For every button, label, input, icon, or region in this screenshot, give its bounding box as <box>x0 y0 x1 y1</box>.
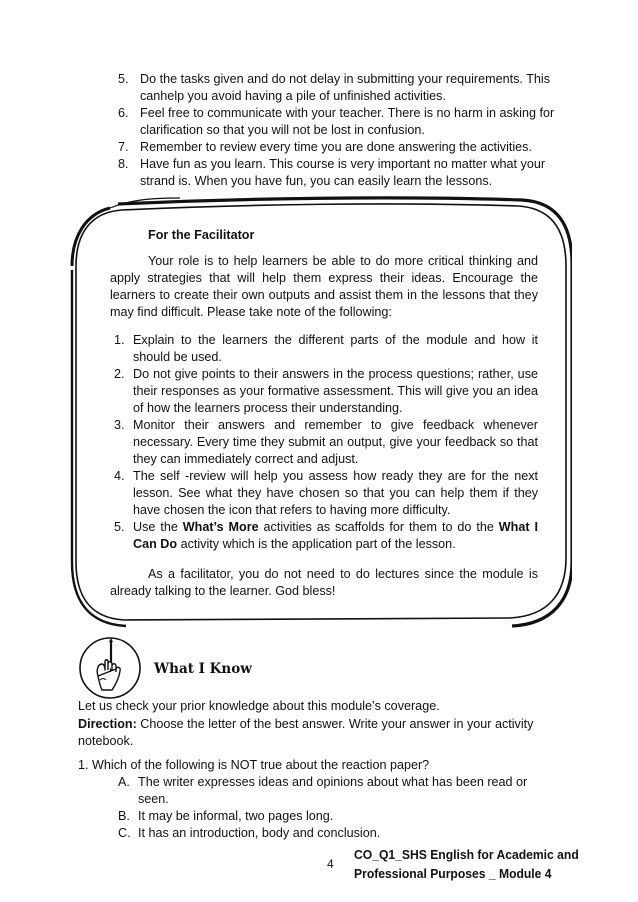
section-title: What I Know <box>154 661 252 677</box>
list-item: B. It may be informal, two pages long. <box>118 809 334 823</box>
facilitator-closing: As a facilitator, you do not need to do lectures since the module is already talking to the learner. God bless! <box>110 567 538 598</box>
facilitator-intro: Your role is to help learners be able to do more critical thinking and apply strategies that will help them express their ideas. Encourage the learners to create their own outputs and assist them in the lessons that they may find difficult. Please take note of the following: <box>110 254 538 319</box>
list-item: 7. Remember to review every time you are done answering the activities. <box>118 140 532 154</box>
list-item: 8. Have fun as you learn. This course is very important no matter what your strand is. When you have fun, you can easily learn the lessons. <box>118 157 546 188</box>
question-1: 1. Which of the following is NOT true about the reaction paper? <box>78 758 430 772</box>
section-intro: Let us check your prior knowledge about this module’s coverage. <box>78 699 440 713</box>
answer-choices <box>118 774 538 842</box>
page-number: 4 <box>327 857 334 871</box>
list-item: C. It has an introduction, body and conclusion. <box>118 826 381 840</box>
direction-text: Direction: Choose the letter of the best answer. Write your answer in your activity notebook. <box>78 717 534 748</box>
list-item: 1. Explain to the learners the different parts of the module and how it should be used. <box>114 333 538 364</box>
list-item: 5. Do the tasks given and do not delay in submitting your requirements. This canhelp you avoid having a pile of unfinished activities. <box>118 72 550 103</box>
facilitator-title: For the Facilitator <box>148 228 255 242</box>
list-item: A. The writer expresses ideas and opinions about what has been read or seen. <box>118 775 528 806</box>
list-item: 5. Use the What’s More activities as scaffolds for them to do the What I Can Do activity which is the application part of the lesson. <box>114 520 539 551</box>
instructions-list <box>118 71 564 190</box>
list-item: 2. Do not give points to their answers in the process questions; rather, use their responses as your formative assessment. This will give you an idea of how the learners process their understanding. <box>114 367 538 415</box>
module-footer: CO_Q1_SHS English for Academic and Professional Purposes _ Module 4 <box>354 847 579 881</box>
list-item: 4. The self -review will help you assess how ready they are for the next lesson. See what they have chosen so that you can help them if they have chosen the icon that refers to having more difficulty. <box>114 469 538 517</box>
list-item: 3. Monitor their answers and remember to give feedback whenever necessary. Every time they submit an output, give your feedback so that they can immediately correct and adjust. <box>114 418 538 466</box>
hand-writing-icon <box>78 636 142 700</box>
list-item: 6. Feel free to communicate with your teacher. There is no harm in asking for clarification so that you will not be lost in confusion. <box>118 106 555 137</box>
facilitator-list <box>114 332 538 553</box>
